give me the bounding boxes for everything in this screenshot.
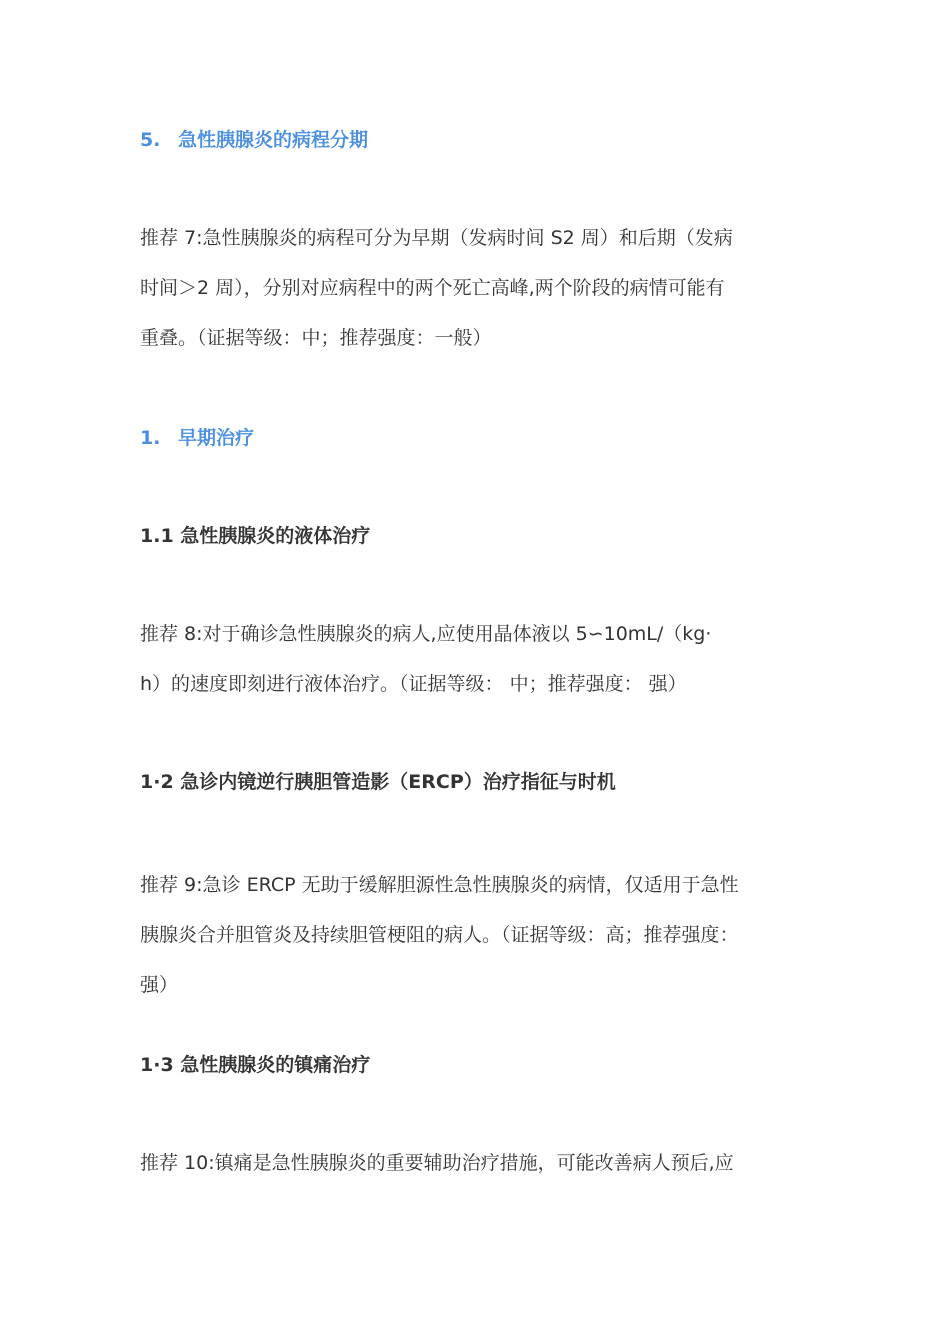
section-5-title: 急性胰腺炎的病程分期 <box>178 129 369 151</box>
subsection-1-2-heading: 1·2 急诊内镜逆行胰胆管造影（ERCP）治疗指征与时机 <box>140 771 616 793</box>
rec7-line-2: 时间＞2 周），分别对应病程中的两个死亡高峰,两个阶段的病情可能有 <box>140 277 725 299</box>
rec8-line-1: 推荐 8:对于确诊急性胰腺炎的病人,应使用晶体液以 5∽10mL/（kg· <box>140 623 712 645</box>
recommendation-9 <box>140 860 812 1010</box>
rec10-line-1: 推荐 10:镇痛是急性胰腺炎的重要辅助治疗措施，可能改善病人预后,应 <box>140 1152 734 1174</box>
subsection-1-3-heading: 1·3 急性胰腺炎的镇痛治疗 <box>140 1054 371 1076</box>
section-1-title: 早期治疗 <box>178 427 255 449</box>
section-5-number: 5. <box>140 129 161 151</box>
rec7-line-1: 推荐 7:急性胰腺炎的病程可分为早期（发病时间 S2 周）和后期（发病 <box>140 227 733 249</box>
rec8-line-2: h）的速度即刻进行液体治疗。（证据等级： 中；推荐强度： 强） <box>140 673 687 695</box>
rec9-line-2: 胰腺炎合并胆管炎及持续胆管梗阻的病人。（证据等级：高；推荐强度： <box>140 924 739 946</box>
recommendation-10 <box>140 1138 812 1188</box>
rec7-line-3: 重叠。（证据等级：中；推荐强度：一般） <box>140 327 492 349</box>
subsection-1-1-heading: 1.1 急性胰腺炎的液体治疗 <box>140 525 371 547</box>
recommendation-8 <box>140 609 812 709</box>
recommendation-7 <box>140 213 812 363</box>
rec9-line-3: 强） <box>140 974 179 996</box>
section-5-heading <box>140 126 812 154</box>
rec9-line-1: 推荐 9:急诊 ERCP 无助于缓解胆源性急性胰腺炎的病情，仅适用于急性 <box>140 874 739 896</box>
section-1-heading <box>140 424 812 452</box>
section-1-number: 1. <box>140 427 161 449</box>
